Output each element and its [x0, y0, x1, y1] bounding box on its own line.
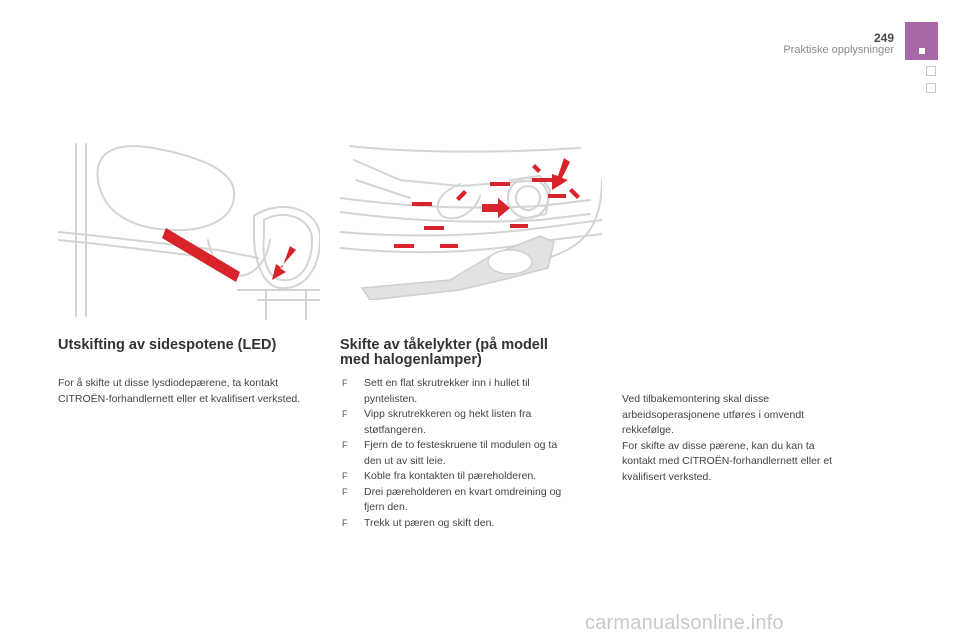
fog-light-illustration	[340, 140, 602, 300]
chapter-tab	[905, 22, 938, 60]
bullet-icon: F	[342, 517, 348, 528]
note-line: For skifte av disse pærene, kan du kan ta	[622, 439, 815, 452]
side-lamps-body: For å skifte ut disse lysdiodepærene, ta kontakt CITROËN-forhandlernett eller et kvalifisert verksted.	[58, 377, 301, 405]
bullet-icon: F	[342, 409, 348, 419]
list-item	[340, 485, 610, 516]
section-heading-line: Skifte av tåkelykter (på modell	[340, 337, 548, 353]
chapter-tab-outline-icon	[926, 66, 936, 76]
pointer-arrow-icon	[482, 198, 510, 218]
fog-lamp-steps-list	[340, 376, 610, 531]
chapter-tab-marker-icon	[919, 48, 925, 54]
list-item	[340, 438, 610, 469]
section-heading-fog-lamps	[340, 338, 610, 368]
step-line: pyntelisten.	[364, 392, 418, 405]
list-item	[340, 516, 610, 532]
pointer-arrow-icon	[272, 246, 296, 280]
section-heading-side-lamps: Utskifting av sidespotene (LED)	[58, 337, 277, 353]
watermark: carmanualsonline.info	[585, 612, 784, 634]
fog-light-opening	[488, 250, 532, 274]
step-line: Koble fra kontakten til pæreholderen.	[364, 470, 537, 482]
list-item	[340, 407, 610, 438]
pointer-arrow-icon	[552, 158, 570, 190]
pointer-arrow-icon	[162, 228, 240, 282]
note-line: kontakt med CITROËN-forhandlernett eller et	[622, 455, 833, 467]
note-line: rekkefølge.	[622, 424, 674, 436]
reassembly-note	[622, 392, 892, 485]
list-item	[340, 376, 610, 407]
side-mirror-illustration	[58, 140, 320, 320]
chapter-tab-outline-icon	[926, 83, 936, 93]
step-line: Drei pæreholderen en kvart omdreining og	[364, 485, 562, 498]
section-title: Praktiske opplysninger	[783, 44, 894, 56]
page-number: 249	[873, 31, 894, 45]
step-line: støtfangeren.	[364, 423, 426, 436]
bullet-icon: F	[342, 378, 348, 388]
note-line: arbeidsoperasjonene utføres i omvendt	[622, 408, 805, 421]
list-item	[340, 469, 610, 485]
bullet-icon: F	[342, 440, 348, 450]
step-line: fjern den.	[364, 501, 408, 513]
note-line: kvalifisert verksted.	[622, 470, 712, 483]
note-line: Ved tilbakemontering skal disse	[622, 393, 770, 405]
bullet-icon: F	[342, 471, 348, 481]
step-line: den ut av sitt leie.	[364, 454, 446, 467]
step-line: Trekk ut pæren og skift den.	[364, 516, 495, 529]
bullet-icon: F	[342, 486, 348, 497]
step-line: Fjern de to festeskruene til modulen og ta	[364, 439, 558, 451]
section-heading-line: med halogenlamper)	[340, 352, 482, 368]
step-line: Vipp skrutrekkeren og hekt listen fra	[364, 408, 532, 420]
step-line: Sett en flat skrutrekker inn i hullet til	[364, 377, 530, 389]
